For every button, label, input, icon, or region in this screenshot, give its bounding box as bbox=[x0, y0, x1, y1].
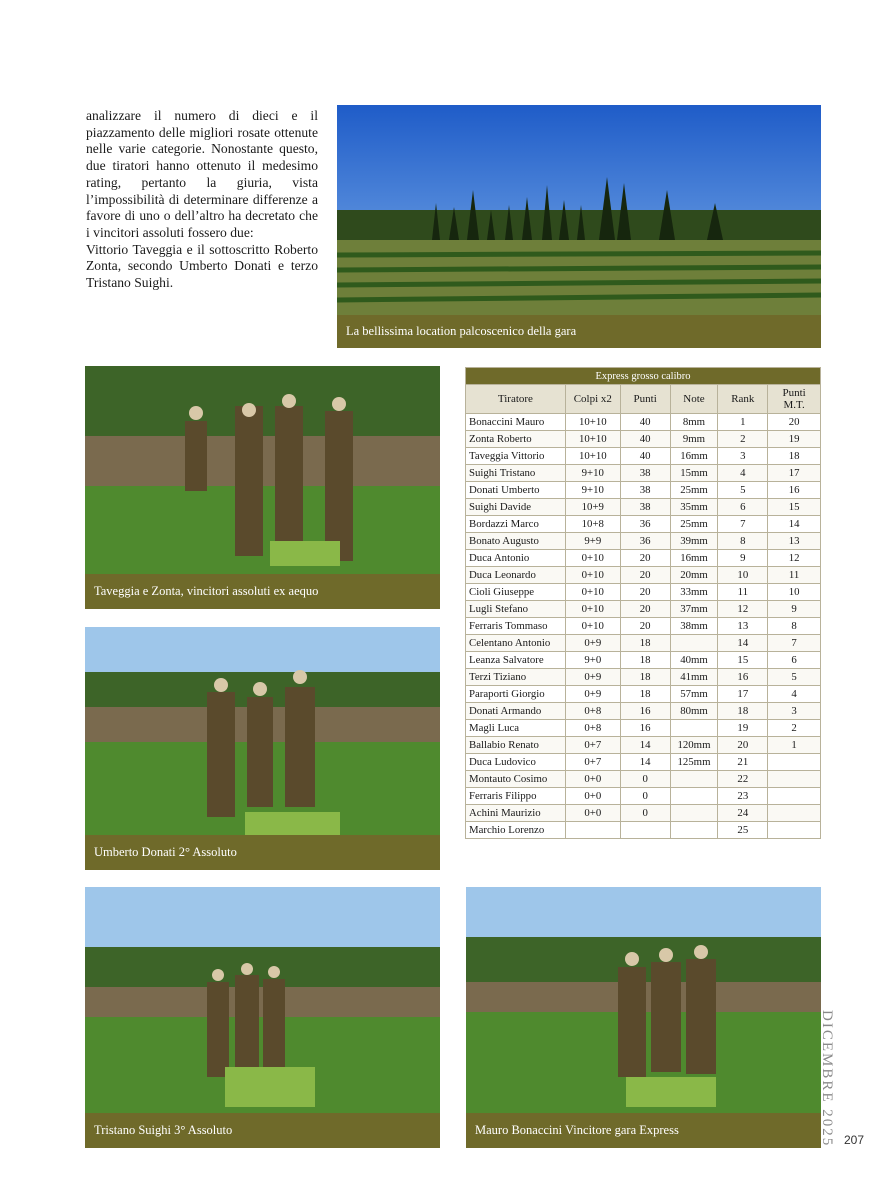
table-cell: Achini Maurizio bbox=[466, 805, 566, 822]
table-cell: 20 bbox=[620, 601, 670, 618]
table-row bbox=[466, 771, 821, 788]
table-cell: Ballabio Renato bbox=[466, 737, 566, 754]
table-cell: 16mm bbox=[670, 448, 718, 465]
table-row bbox=[466, 516, 821, 533]
table-cell: 0+8 bbox=[565, 703, 620, 720]
table-row bbox=[466, 482, 821, 499]
table-cell: 80mm bbox=[670, 703, 718, 720]
intro-paragraph-2: Vittorio Taveggia e il sottoscritto Roberto Zonta, secondo Umberto Donati e terzo Tristano Suighi. bbox=[86, 241, 318, 291]
table-cell: 10+10 bbox=[565, 448, 620, 465]
table-cell: 14 bbox=[620, 737, 670, 754]
table-row bbox=[466, 499, 821, 516]
table-cell: Leanza Salvatore bbox=[466, 652, 566, 669]
header-colpi: Colpi x2 bbox=[565, 385, 620, 414]
table-row bbox=[466, 414, 821, 431]
intro-text bbox=[86, 108, 318, 292]
table-cell: 0+7 bbox=[565, 737, 620, 754]
table-cell: 0 bbox=[620, 805, 670, 822]
table-cell: 10 bbox=[718, 567, 768, 584]
table-cell: 0+10 bbox=[565, 601, 620, 618]
table-cell: 20 bbox=[620, 550, 670, 567]
table-cell bbox=[768, 805, 821, 822]
table-cell: 10+9 bbox=[565, 499, 620, 516]
table-cell: 36 bbox=[620, 516, 670, 533]
table-cell: 24 bbox=[718, 805, 768, 822]
table-cell: 0+10 bbox=[565, 567, 620, 584]
table-cell: 10 bbox=[768, 584, 821, 601]
table-cell bbox=[670, 771, 718, 788]
table-cell: Suighi Tristano bbox=[466, 465, 566, 482]
page-number: 207 bbox=[844, 1133, 865, 1147]
table-cell: Zonta Roberto bbox=[466, 431, 566, 448]
table-title: Express grosso calibro bbox=[466, 368, 821, 385]
table-cell: 19 bbox=[768, 431, 821, 448]
table-cell: 15mm bbox=[670, 465, 718, 482]
table-cell: Suighi Davide bbox=[466, 499, 566, 516]
table-cell: 2 bbox=[768, 720, 821, 737]
table-cell: 20 bbox=[620, 567, 670, 584]
table-row bbox=[466, 567, 821, 584]
table-cell: 7 bbox=[718, 516, 768, 533]
table-cell: 9+9 bbox=[565, 533, 620, 550]
table-row bbox=[466, 448, 821, 465]
table-cell: 17 bbox=[768, 465, 821, 482]
table-cell: 16 bbox=[620, 720, 670, 737]
table-cell: 0+10 bbox=[565, 618, 620, 635]
header-tiratore: Tiratore bbox=[466, 385, 566, 414]
table-cell: 16 bbox=[718, 669, 768, 686]
table-cell: 6 bbox=[768, 652, 821, 669]
table-cell bbox=[620, 822, 670, 839]
table-cell: 15 bbox=[718, 652, 768, 669]
table-cell: 25 bbox=[718, 822, 768, 839]
table-cell: 9mm bbox=[670, 431, 718, 448]
table-row bbox=[466, 805, 821, 822]
table-row bbox=[466, 601, 821, 618]
table-cell: 18 bbox=[768, 448, 821, 465]
table-cell: Duca Ludovico bbox=[466, 754, 566, 771]
table-cell: 21 bbox=[718, 754, 768, 771]
table-cell: 40 bbox=[620, 414, 670, 431]
table-cell: 4 bbox=[718, 465, 768, 482]
table-row bbox=[466, 584, 821, 601]
table-cell: 22 bbox=[718, 771, 768, 788]
table-cell bbox=[768, 822, 821, 839]
table-cell: Magli Luca bbox=[466, 720, 566, 737]
table-cell: 2 bbox=[718, 431, 768, 448]
table-cell: 40 bbox=[620, 448, 670, 465]
table-cell: 16 bbox=[620, 703, 670, 720]
table-cell: Bonato Augusto bbox=[466, 533, 566, 550]
table-row bbox=[466, 822, 821, 839]
table-cell: 0+9 bbox=[565, 686, 620, 703]
table-row bbox=[466, 652, 821, 669]
table-cell: 120mm bbox=[670, 737, 718, 754]
table-cell: 12 bbox=[718, 601, 768, 618]
table-cell: 39mm bbox=[670, 533, 718, 550]
table-row bbox=[466, 550, 821, 567]
table-cell: 18 bbox=[620, 652, 670, 669]
table-cell: 0+10 bbox=[565, 584, 620, 601]
table-cell: 20mm bbox=[670, 567, 718, 584]
table-cell: 16 bbox=[768, 482, 821, 499]
table-cell: 0+9 bbox=[565, 669, 620, 686]
results-table bbox=[465, 367, 821, 839]
location-caption: La bellissima location palcoscenico della gara bbox=[337, 315, 821, 348]
table-cell: 10+10 bbox=[565, 414, 620, 431]
table-row bbox=[466, 533, 821, 550]
table-row bbox=[466, 618, 821, 635]
table-cell: Duca Antonio bbox=[466, 550, 566, 567]
table-cell: 57mm bbox=[670, 686, 718, 703]
table-cell: 17 bbox=[718, 686, 768, 703]
header-note: Note bbox=[670, 385, 718, 414]
table-row bbox=[466, 669, 821, 686]
table-cell: Ferraris Filippo bbox=[466, 788, 566, 805]
table-row bbox=[466, 703, 821, 720]
table-cell: Montauto Cosimo bbox=[466, 771, 566, 788]
table-cell: 10+8 bbox=[565, 516, 620, 533]
table-cell: 25mm bbox=[670, 516, 718, 533]
table-cell: Lugli Stefano bbox=[466, 601, 566, 618]
header-punti: Punti bbox=[620, 385, 670, 414]
table-cell: 37mm bbox=[670, 601, 718, 618]
table-cell: 0 bbox=[620, 788, 670, 805]
table-cell bbox=[670, 822, 718, 839]
table-cell: 14 bbox=[718, 635, 768, 652]
table-cell: 3 bbox=[768, 703, 821, 720]
table-cell: 3 bbox=[718, 448, 768, 465]
table-cell: 20 bbox=[620, 584, 670, 601]
table-row bbox=[466, 635, 821, 652]
table-cell: Celentano Antonio bbox=[466, 635, 566, 652]
table-cell: 11 bbox=[768, 567, 821, 584]
intro-paragraph-1: analizzare il numero di dieci e il piazzamento delle migliori rosate ottenute nelle varie categorie. Nonostante questo, due tiratori hanno ottenuto il medesimo rating, pertanto la giuria, vista l’impossibilità di determinare differenze a favore di uno o dell’altro ha decretato che i vincitori assoluti fossero due: bbox=[86, 108, 318, 240]
table-row bbox=[466, 737, 821, 754]
table-cell: 38 bbox=[620, 482, 670, 499]
table-cell: 33mm bbox=[670, 584, 718, 601]
express-winner-photo bbox=[466, 887, 821, 1113]
table-cell: 40 bbox=[620, 431, 670, 448]
table-cell: Duca Leonardo bbox=[466, 567, 566, 584]
table-cell: 0+0 bbox=[565, 771, 620, 788]
table-cell: 38mm bbox=[670, 618, 718, 635]
table-cell: Donati Armando bbox=[466, 703, 566, 720]
table-cell: 18 bbox=[620, 635, 670, 652]
table-cell: Paraporti Giorgio bbox=[466, 686, 566, 703]
table-cell: 36 bbox=[620, 533, 670, 550]
table-cell: 0+9 bbox=[565, 635, 620, 652]
table-cell: 18 bbox=[718, 703, 768, 720]
table-cell bbox=[565, 822, 620, 839]
table-cell: 0+8 bbox=[565, 720, 620, 737]
table-row bbox=[466, 686, 821, 703]
table-cell: 0 bbox=[620, 771, 670, 788]
table-cell: 9+10 bbox=[565, 482, 620, 499]
table-cell: 6 bbox=[718, 499, 768, 516]
table-cell: Bonaccini Mauro bbox=[466, 414, 566, 431]
table-cell: 9+10 bbox=[565, 465, 620, 482]
table-cell: 11 bbox=[718, 584, 768, 601]
table-cell: 13 bbox=[768, 533, 821, 550]
table-cell: 7 bbox=[768, 635, 821, 652]
table-cell: 38 bbox=[620, 465, 670, 482]
header-rank: Rank bbox=[718, 385, 768, 414]
table-cell: 8 bbox=[718, 533, 768, 550]
table-row bbox=[466, 754, 821, 771]
table-row bbox=[466, 465, 821, 482]
table-cell: 8 bbox=[768, 618, 821, 635]
second-place-photo bbox=[85, 627, 440, 835]
third-place-caption: Tristano Suighi 3° Assoluto bbox=[85, 1113, 440, 1148]
table-cell: 40mm bbox=[670, 652, 718, 669]
express-winner-caption: Mauro Bonaccini Vincitore gara Express bbox=[466, 1113, 821, 1148]
table-cell: 10+10 bbox=[565, 431, 620, 448]
table-cell bbox=[768, 754, 821, 771]
table-cell: 1 bbox=[718, 414, 768, 431]
results-body bbox=[466, 414, 821, 839]
table-cell: 16mm bbox=[670, 550, 718, 567]
table-cell: 20 bbox=[718, 737, 768, 754]
table-cell bbox=[670, 635, 718, 652]
table-cell: 19 bbox=[718, 720, 768, 737]
table-cell: Marchio Lorenzo bbox=[466, 822, 566, 839]
table-cell: Terzi Tiziano bbox=[466, 669, 566, 686]
table-cell: 20 bbox=[768, 414, 821, 431]
table-cell: Bordazzi Marco bbox=[466, 516, 566, 533]
table-cell: 1 bbox=[768, 737, 821, 754]
table-cell: 35mm bbox=[670, 499, 718, 516]
table-cell: 4 bbox=[768, 686, 821, 703]
table-cell: Cioli Giuseppe bbox=[466, 584, 566, 601]
table-cell bbox=[768, 788, 821, 805]
table-cell: 5 bbox=[768, 669, 821, 686]
table-cell: 12 bbox=[768, 550, 821, 567]
table-cell: Ferraris Tommaso bbox=[466, 618, 566, 635]
winners-photo bbox=[85, 366, 440, 574]
table-cell bbox=[768, 771, 821, 788]
third-place-photo bbox=[85, 887, 440, 1113]
table-cell: Taveggia Vittorio bbox=[466, 448, 566, 465]
table-cell: 125mm bbox=[670, 754, 718, 771]
location-photo bbox=[337, 105, 821, 315]
table-cell bbox=[670, 805, 718, 822]
table-cell bbox=[670, 720, 718, 737]
magazine-month: DICEMBRE 2025 bbox=[819, 1010, 835, 1148]
winners-caption: Taveggia e Zonta, vincitori assoluti ex aequo bbox=[85, 574, 440, 609]
table-cell: 9+0 bbox=[565, 652, 620, 669]
table-cell: 0+7 bbox=[565, 754, 620, 771]
table-cell: 15 bbox=[768, 499, 821, 516]
table-cell: 0+10 bbox=[565, 550, 620, 567]
table-cell: 0+0 bbox=[565, 805, 620, 822]
table-row bbox=[466, 720, 821, 737]
table-cell: 41mm bbox=[670, 669, 718, 686]
table-cell: 14 bbox=[620, 754, 670, 771]
table-cell: 9 bbox=[768, 601, 821, 618]
table-cell: 18 bbox=[620, 669, 670, 686]
table-cell: 38 bbox=[620, 499, 670, 516]
table-cell: 0+0 bbox=[565, 788, 620, 805]
table-cell: 13 bbox=[718, 618, 768, 635]
table-cell: 8mm bbox=[670, 414, 718, 431]
table-cell bbox=[670, 788, 718, 805]
table-cell: 25mm bbox=[670, 482, 718, 499]
table-cell: 9 bbox=[718, 550, 768, 567]
table-cell: 18 bbox=[620, 686, 670, 703]
table-row bbox=[466, 788, 821, 805]
table-cell: 5 bbox=[718, 482, 768, 499]
header-punti-mt: Punti M.T. bbox=[768, 385, 821, 414]
table-cell: 14 bbox=[768, 516, 821, 533]
table-cell: Donati Umberto bbox=[466, 482, 566, 499]
second-place-caption: Umberto Donati 2° Assoluto bbox=[85, 835, 440, 870]
table-row bbox=[466, 431, 821, 448]
table-cell: 20 bbox=[620, 618, 670, 635]
table-cell: 23 bbox=[718, 788, 768, 805]
